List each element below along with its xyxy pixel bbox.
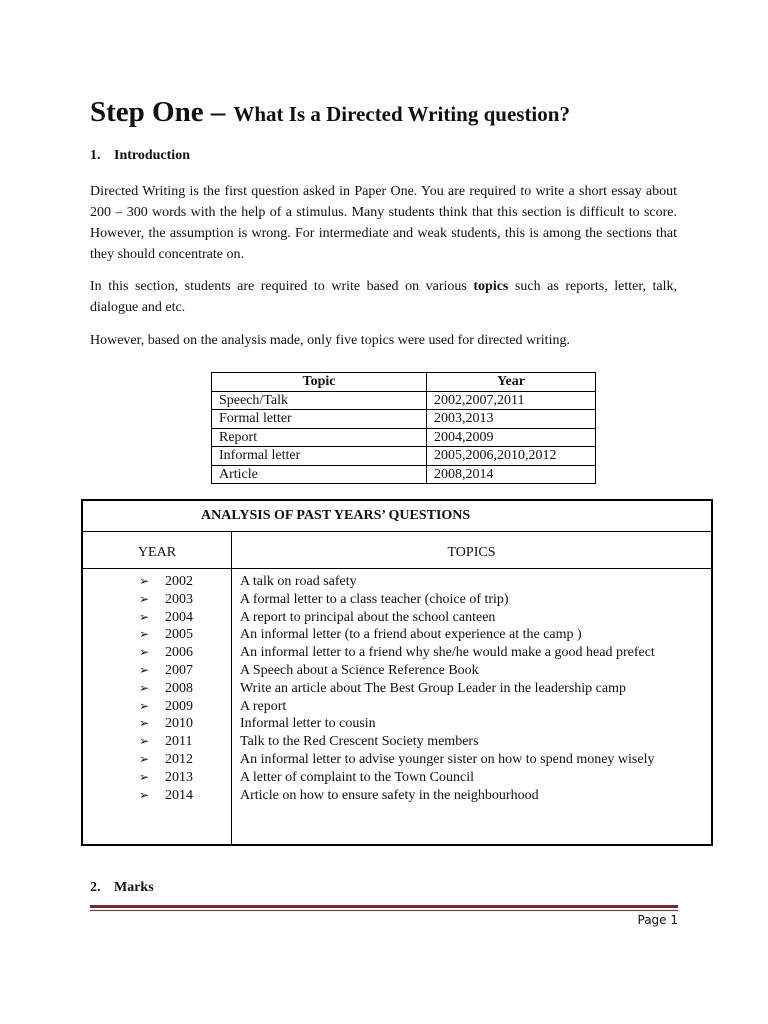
year-item: [139, 626, 193, 644]
year-list: [139, 573, 193, 804]
year-item: [139, 751, 193, 769]
intro-paragraph-3: However, based on the analysis made, only five topics were used for directed writing.: [90, 333, 570, 348]
topics-header: TOPICS: [447, 545, 496, 560]
list-item: Write an article about The Best Group Leader in the leadership camp: [240, 680, 626, 696]
year-item: [139, 698, 193, 716]
year-item: [139, 662, 193, 680]
arrow-bullet-icon: ➢: [139, 698, 150, 713]
page-title: [90, 92, 570, 129]
list-item: A letter of complaint to the Town Council: [240, 769, 475, 785]
year-item: [139, 769, 193, 787]
section-1-title: Introduction: [114, 148, 190, 163]
list-item: A Speech about a Science Reference Book: [240, 662, 479, 678]
year-value: 2005: [165, 627, 193, 643]
table-row: [212, 428, 596, 447]
year-item: [139, 609, 193, 627]
list-item: A talk on road safety: [240, 574, 357, 589]
footer-rule-thick: [90, 905, 678, 908]
topic-cell: Report: [212, 428, 427, 447]
past-years-analysis-table: [81, 499, 713, 846]
year-value: 2007: [165, 662, 193, 678]
topic-year-table: [211, 372, 596, 484]
para2-text-b: such as reports, letter, talk, dialogue and etc.: [90, 279, 677, 315]
list-item: Talk to the Red Crescent Society members: [240, 734, 479, 750]
title-main: Step One –: [90, 96, 226, 128]
table-row: [212, 410, 596, 429]
list-item: Article on how to ensure safety in the neighbourhood: [240, 787, 539, 803]
year-cell: 2002,2007,2011: [427, 391, 596, 410]
year-item: [139, 591, 193, 609]
year-value: 2003: [165, 591, 193, 607]
table-row: [212, 465, 596, 484]
topic-column-header: Topic: [212, 373, 427, 392]
year-value: 2002: [165, 574, 193, 589]
list-item: A formal letter to a class teacher (choice of trip): [240, 591, 509, 607]
section-2-number: 2.: [90, 880, 101, 895]
table-row: [212, 447, 596, 466]
year-value: 2008: [165, 680, 193, 696]
year-value: 2004: [165, 609, 193, 625]
topic-cell: Speech/Talk: [212, 391, 427, 410]
list-item: A report: [240, 698, 287, 714]
analysis-title-row: [83, 501, 711, 532]
title-sub: What Is a Directed Writing question?: [233, 102, 570, 126]
year-value: 2009: [165, 698, 193, 714]
intro-paragraph-2: [90, 276, 677, 318]
year-cell: 2008,2014: [427, 465, 596, 484]
arrow-bullet-icon: ➢: [139, 734, 150, 749]
list-item: An informal letter to advise younger sister on how to spend money wisely: [240, 751, 655, 767]
arrow-bullet-icon: ➢: [139, 574, 150, 588]
section-2-heading: [90, 880, 154, 896]
analysis-title: ANALYSIS OF PAST YEARS’ QUESTIONS: [201, 508, 471, 523]
year-cell: 2005,2006,2010,2012: [427, 447, 596, 466]
arrow-bullet-icon: ➢: [139, 645, 150, 660]
year-cell: 2003,2013: [427, 410, 596, 429]
year-item: [139, 787, 193, 805]
section-1-heading: [90, 148, 190, 164]
list-item: Informal letter to cousin: [240, 716, 376, 732]
arrow-bullet-icon: ➢: [139, 662, 150, 677]
para2-text-a: In this section, students are required to write based on various: [90, 279, 474, 294]
year-value: 2012: [165, 751, 193, 767]
section-2-title: Marks: [114, 880, 154, 895]
header-divider: [83, 568, 711, 569]
section-1-number: 1.: [90, 148, 101, 163]
year-value: 2010: [165, 716, 193, 732]
year-item: [139, 733, 193, 751]
arrow-bullet-icon: ➢: [139, 591, 150, 606]
para2-bold-topics: topics: [473, 279, 509, 294]
arrow-bullet-icon: ➢: [139, 716, 150, 731]
list-item: A report to principal about the school canteen: [240, 609, 496, 625]
year-item: [139, 573, 193, 591]
topic-cell: Article: [212, 465, 427, 484]
question-topic-list: [240, 573, 655, 804]
year-item: [139, 680, 193, 698]
list-item: An informal letter (to a friend about experience at the camp ): [240, 627, 582, 643]
year-value: 2014: [165, 787, 193, 803]
year-value: 2006: [165, 645, 193, 661]
arrow-bullet-icon: ➢: [139, 769, 150, 784]
year-header: YEAR: [137, 545, 177, 560]
year-column-header: Year: [427, 373, 596, 392]
table-row: [212, 391, 596, 410]
arrow-bullet-icon: ➢: [139, 787, 150, 802]
topic-cell: Formal letter: [212, 410, 427, 429]
topic-table-header-row: [212, 373, 596, 392]
column-divider: [231, 531, 232, 844]
year-cell: 2004,2009: [427, 428, 596, 447]
year-item: [139, 644, 193, 662]
footer-rule-thin: [90, 910, 678, 911]
topic-cell: Informal letter: [212, 447, 427, 466]
arrow-bullet-icon: ➢: [139, 680, 150, 695]
year-value: 2013: [165, 769, 193, 785]
list-item: An informal letter to a friend why she/he would make a good head prefect: [240, 645, 655, 661]
year-value: 2011: [165, 734, 193, 750]
arrow-bullet-icon: ➢: [139, 627, 150, 642]
arrow-bullet-icon: ➢: [139, 751, 150, 766]
intro-paragraph-1: Directed Writing is the first question asked in Paper One. You are required to write a short essay about 200 – 300 words with the help of a stimulus. Many students think that this section is difficult to score. However, the assumption is wrong. For intermediate and weak students, this is among the sections that they should concentrate on.: [90, 184, 677, 262]
year-item: [139, 715, 193, 733]
page-number: Page 1: [637, 913, 678, 927]
arrow-bullet-icon: ➢: [139, 609, 150, 624]
